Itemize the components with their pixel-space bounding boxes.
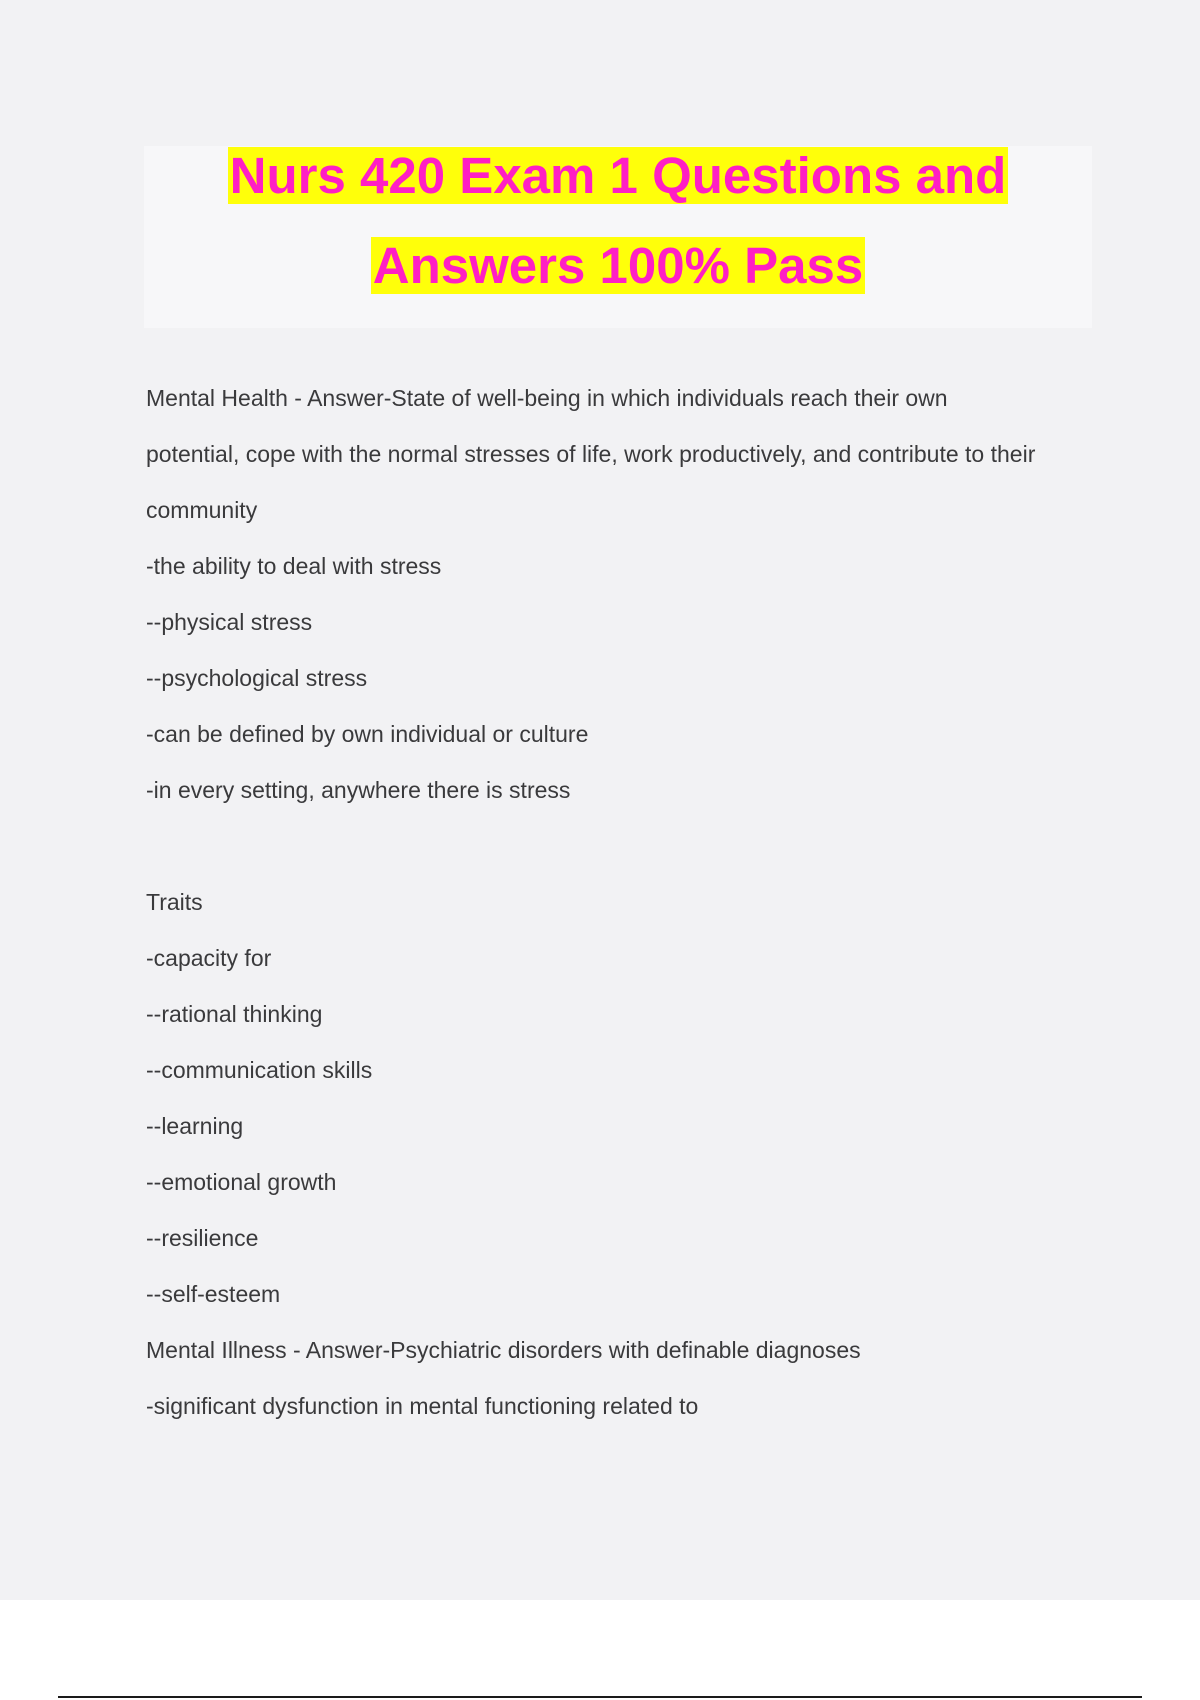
document-title-line-2	[144, 236, 1092, 296]
body-line: --emotional growth	[146, 1169, 337, 1195]
body-line: --communication skills	[146, 1057, 373, 1083]
body-line: -the ability to deal with stress	[146, 553, 442, 579]
body-line: --self-esteem	[146, 1281, 281, 1307]
body-line: --rational thinking	[146, 1001, 323, 1027]
body-line: Mental Health - Answer-State of well-being in which individuals reach their own	[146, 385, 948, 411]
body-line: -significant dysfunction in mental functioning related to	[146, 1393, 699, 1419]
body-line: -capacity for	[146, 945, 272, 971]
title-box	[144, 146, 1092, 328]
title-text-2: Answers 100% Pass	[372, 237, 864, 294]
title-text-1: Nurs 420 Exam 1 Questions and	[229, 147, 1007, 204]
body-line: -in every setting, anywhere there is stress	[146, 777, 571, 803]
body-line: Mental Illness - Answer-Psychiatric disorders with definable diagnoses	[146, 1337, 861, 1363]
body-line: -can be defined by own individual or culture	[146, 721, 589, 747]
body-line: --learning	[146, 1113, 244, 1139]
body-line: community	[146, 497, 258, 523]
blank-line	[146, 818, 1096, 874]
body-line: potential, cope with the normal stresses of life, work productively, and contribute to their	[146, 441, 1036, 467]
body-line: Traits	[146, 889, 203, 915]
body-line: --psychological stress	[146, 665, 368, 691]
body-line: --physical stress	[146, 609, 313, 635]
document-title-line-1	[144, 146, 1092, 206]
body-line: --resilience	[146, 1225, 259, 1251]
document-body	[146, 370, 1096, 1434]
footer-divider	[58, 1696, 1142, 1698]
